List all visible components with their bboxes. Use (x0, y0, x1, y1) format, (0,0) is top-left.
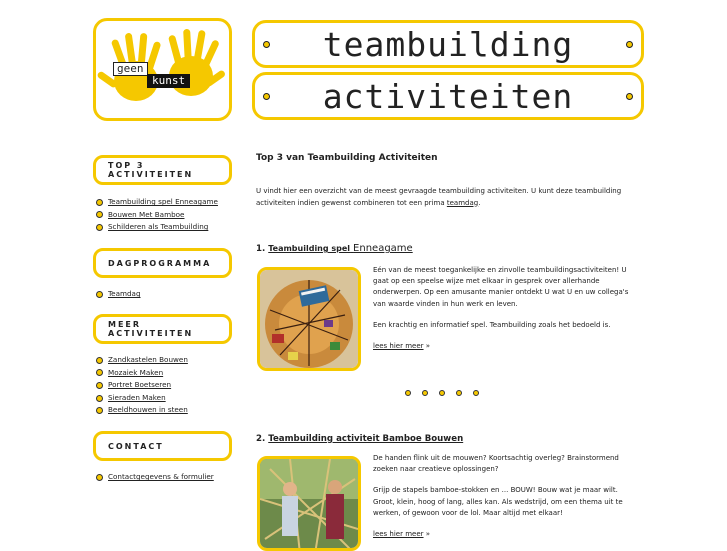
section-2-p1: De handen flink uit de mouwen? Koortsachtig overleg? Brainstormend zoeken naar creatieve oplossingen? (373, 454, 619, 474)
sidebar-item[interactable] (96, 404, 188, 417)
sidebar-link-zandkastelen[interactable]: Zandkastelen Bouwen (108, 355, 188, 364)
intro-link-teamdag[interactable]: teamdag (446, 198, 479, 207)
header-title-teambuilding (252, 20, 644, 68)
sidebar-list-contact (96, 471, 214, 484)
sidebar-link-contact[interactable]: Contactgegevens & formulier (108, 472, 214, 481)
read-more-label: lees hier meer (373, 342, 424, 351)
sidebar-heading-contact: CONTACT (93, 431, 232, 461)
page-title: Top 3 van Teambuilding Activiteiten (256, 153, 438, 163)
bullet-icon (96, 382, 103, 389)
bullet-icon (96, 199, 103, 206)
arrow-icon: » (425, 342, 431, 351)
sidebar-heading-meer: MEER ACTIVITEITEN (93, 314, 232, 344)
bullet-icon (263, 93, 270, 100)
sidebar-link-sieraden[interactable]: Sieraden Maken (108, 392, 166, 402)
sidebar-item[interactable] (96, 392, 188, 405)
bamboo-building-image (260, 459, 358, 551)
read-more-label: lees hier meer (373, 530, 424, 539)
bullet-icon (96, 369, 103, 376)
sidebar-link-mozaiek[interactable]: Mozaiek Maken (108, 367, 164, 377)
read-more-link-enneagame[interactable] (373, 342, 424, 350)
section-1-title-text: Teambuilding spel (268, 244, 351, 253)
read-more-link-bamboe[interactable] (373, 530, 424, 538)
bullet-icon (96, 407, 103, 414)
bullet-icon (96, 395, 103, 402)
sidebar-link-schilderen[interactable]: Schilderen als Teambuilding (108, 222, 209, 232)
sidebar-link-portret[interactable]: Portret Boetseren (108, 380, 172, 390)
sidebar-item[interactable] (96, 209, 218, 222)
section-1-link[interactable] (268, 244, 412, 254)
board-game-image (260, 270, 358, 368)
logo-word-kunst: kunst (147, 74, 190, 88)
section-2-link[interactable]: Teambuilding activiteit Bamboe Bouwen (268, 434, 464, 444)
header-line2: activiteiten (322, 76, 574, 116)
section-1-p2: Een krachtig en informatief spel. Teambuilding zoals het bedoeld is. (373, 320, 611, 329)
header-title-activiteiten (252, 72, 644, 120)
divider-dots (405, 390, 479, 396)
logo-word-geen: geen (113, 62, 148, 76)
header-line1: teambuilding (322, 24, 574, 64)
bullet-icon (96, 224, 103, 231)
bullet-icon (626, 41, 633, 48)
section-1-title (256, 243, 413, 254)
sidebar-list-top3 (96, 196, 218, 234)
logo[interactable] (93, 18, 232, 121)
sidebar-link-beeldhouwen[interactable]: Beeldhouwen in steen (108, 405, 188, 415)
bullet-icon (473, 390, 479, 396)
bullet-icon (439, 390, 445, 396)
section-2-title (256, 434, 463, 444)
intro-body: U vindt hier een overzicht van de meest gevraagde teambuilding activiteiten. U kunt deze teambuilding activiteiten indien gewenst combineren tot een prima (256, 187, 622, 207)
section-2-number: 2. (256, 434, 266, 444)
sidebar-link-enneagame[interactable]: Teambuilding spel Enneagame (108, 197, 218, 206)
sidebar-list-meer (96, 354, 188, 417)
sidebar-heading-dagprogramma: DAGPROGRAMMA (93, 248, 232, 278)
sidebar-item[interactable] (96, 367, 188, 380)
bullet-icon (456, 390, 462, 396)
sidebar-list-dagprogramma (96, 288, 141, 301)
enneagame-photo[interactable] (257, 267, 361, 371)
sidebar-item[interactable] (96, 288, 141, 301)
sidebar-item[interactable] (96, 379, 188, 392)
sidebar-item[interactable] (96, 354, 188, 367)
sidebar-link-teamdag[interactable]: Teamdag (108, 289, 141, 298)
bamboe-photo[interactable] (257, 456, 361, 551)
section-2-body (373, 453, 631, 540)
bullet-icon (96, 357, 103, 364)
sidebar-link-bamboe[interactable]: Bouwen Met Bamboe (108, 209, 185, 219)
bullet-icon (96, 291, 103, 298)
bullet-icon (96, 474, 103, 481)
section-2-p2: Grijp de stapels bamboe-stokken en ... BOUW! Bouw wat je maar wilt. Groot, klein, hoog of lang, alles kan. Als wedstrijd, om een thema uit te werken, of gewoon voor de lol. Maar altijd met elkaar! (373, 486, 623, 517)
bullet-icon (422, 390, 428, 396)
bullet-icon (405, 390, 411, 396)
sidebar-item[interactable] (96, 471, 214, 484)
arrow-icon: » (425, 530, 431, 539)
sidebar-item[interactable] (96, 196, 218, 209)
section-1-number: 1. (256, 244, 266, 254)
bullet-icon (263, 41, 270, 48)
bullet-icon (96, 211, 103, 218)
section-1-title-text2: Enneagame (353, 243, 413, 254)
sidebar-item[interactable] (96, 221, 218, 234)
section-1-body (373, 265, 631, 352)
sidebar-heading-top3: TOP 3 ACTIVITEITEN (93, 155, 232, 185)
bullet-icon (626, 93, 633, 100)
section-1-p1: Eén van de meest toegankelijke en zinvolle teambuildingsactiviteiten! U gaat op een speelse wijze met elkaar in gesprek over allerhande onderwerpen. Op een amusante manier ontdekt U wat U en uw collega's van waarde vinden in hun werk en leven. (373, 266, 629, 308)
intro-text: U vindt hier een overzicht van de meest gevraagde teambuilding activiteiten. U kunt deze teambuilding activiteiten indien gewenst combineren tot een prima teamdag. (256, 187, 622, 207)
